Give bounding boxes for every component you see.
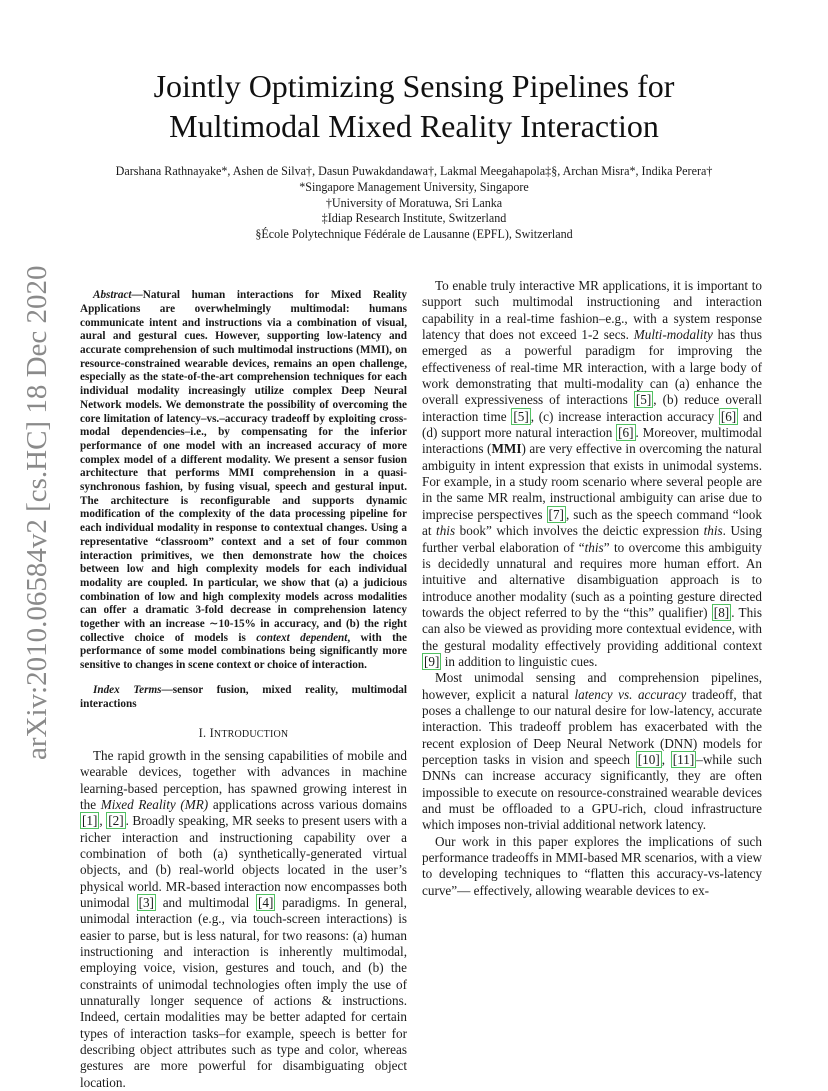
abstract (80, 289, 407, 673)
p2-text-g: ) are very effective in overcoming the natural ambiguity in intent expression that exists in unimodal systems. For example, in a study room scenario where several people are in the same MR realm, instructional ambiguity can arise due to imprecise perspectives (422, 441, 762, 522)
abstract-label: Abstract (93, 289, 132, 302)
citation-link-4[interactable]: [4] (258, 894, 274, 910)
title-line-1: Jointly Optimizing Sensing Pipelines for (153, 68, 675, 104)
p3-emphasis: latency vs. accuracy (574, 686, 687, 702)
title-line-2: Multimodal Mixed Reality Interaction (169, 108, 659, 144)
affiliation-2: †University of Moratuwa, Sri Lanka (325, 195, 503, 210)
intro-paragraph-3: Most unimodal sensing and comprehension pipelines, however, explicit a natural latency vs. accuracy tradeoff, that poses a challenge to our natural desire for low-latency, accurate interaction. This tradeoff problem has exacerbated with the recent explosion of Deep Neural Network (DNN) models for perception tasks in vision and speech [10] , [11] –while such DNNs can increase accuracy significantly, they are often impossible to execute on resource-constrained wearable devices and must be offloaded to a GPU-rich, cloud infrastructure which imposes non-trivial additional network latency. (422, 670, 762, 833)
p2-text-h: , such as the speech command “look at (422, 506, 762, 539)
p2-text-c: , (b) reduce overall interaction time (422, 392, 762, 424)
p2-bold-mmi: MMI (491, 441, 522, 457)
arxiv-identifier (12, 265, 56, 762)
index-terms (80, 684, 407, 711)
affiliation-3: ‡Idiap Research Institute, Switzerland (321, 211, 507, 226)
paper-title (60, 66, 768, 146)
section-title-rest: NTRODUCTION (213, 729, 289, 741)
intro-p1-text-c: . Broadly speaking, MR seeks to present users with a richer interaction and instructioning capability over a combination of both (a) synthetically-generated virtual objects, and (b) real-world objects located in the user’s physical world. MR-based interaction now encompasses both unimodal (80, 813, 407, 910)
author-block (60, 164, 768, 243)
p2-emphasis-4: this (584, 539, 604, 555)
intro-p1-text-a: The rapid growth in the sensing capabilities of mobile and wearable devices, together with advances in machine learning-based perception, has spawned growing interest in the (80, 747, 407, 812)
citation-link-5b[interactable]: [5] (513, 408, 529, 424)
p2-text-f: . Moreover, multimodal interactions ( (422, 425, 762, 457)
abstract-emphasis: context dependent (256, 631, 348, 644)
p3-text-b: tradeoff, that poses a challenge to our natural desire for low-latency, accurate interaction. This tradeoff problem has exacerbated with the recent explosion of Deep Neural Network (DNN) models for perception tasks in vision and speech (422, 686, 762, 767)
p3-text-c: –while such DNNs can increase accuracy significantly, they are often impossible to execute on resource-constrained wearable devices and must be offloaded to a GPU-rich, cloud infrastructure which imposes non-trivial additional network latency. (422, 751, 762, 833)
p2-text-i: book” which involves the deictic expression (455, 523, 704, 539)
p4-text: Our work in this paper explores the implications of such performance tradeoffs in MMI-based MR scenarios, with a view to developing techniques to “flatten this accuracy-vs-latency curve”— effectively, allowing wearable devices to ex- (422, 833, 762, 898)
intro-p1-text-b: applications across various domains (208, 796, 407, 812)
citation-link-1[interactable]: [1] (82, 813, 98, 829)
intro-p1-emphasis: Mixed Reality (MR) (100, 796, 209, 812)
section-heading-introduction (80, 725, 407, 743)
affiliation-1: *Singapore Management University, Singapore (299, 179, 529, 194)
author-list: Darshana Rathnayake*, Ashen de Silva†, Dasun Puwakdandawa†, Lakmal Meegahapola‡§, Archan Misra*, Indika Perera† (115, 164, 713, 178)
index-terms-text: —sensor fusion, mixed reality, multimodal interactions (80, 684, 407, 710)
citation-link-8[interactable]: [8] (713, 604, 730, 620)
intro-p1-text-d: and multimodal (155, 894, 257, 910)
intro-paragraph-1: The rapid growth in the sensing capabilities of mobile and wearable devices, together with advances in machine learning-based perception, has spawned growing interest in the Mixed Reality (MR) applications across various domains [1] , [2] . Broadly speaking, MR seeks to present users with a richer interaction and instructioning capability over a combination of both (a) synthetically-generated virtual objects, and (b) real-world objects located in the user’s physical world. MR-based interaction now encompasses both unimodal [3] and multimodal [4] paradigms. In general, unimodal interaction (e.g., via touch-screen interactions) is easier to parse, but is less natural, for two reasons: (a) human instructioning and interaction is inherently multimodal, employing voice, vision, gestures and touch, and (b) the constraints of unimodal technologies often imply the use of unnaturally longer sequence of actions & instructions. Indeed, certain modalities may be better adapted for certain types of interaction tasks–for example, speech is better for describing object attributes such as type and color, whereas gestures are more powerful for disambiguating object location. (80, 747, 407, 1090)
p2-text-m: in addition to linguistic cues. (441, 653, 598, 669)
citation-link-10[interactable]: [10] (637, 751, 660, 767)
citation-link-6[interactable]: [6] (720, 408, 737, 424)
citation-link-2[interactable]: [2] (108, 813, 124, 829)
citation-link-5[interactable]: [5] (635, 392, 652, 408)
intro-p1-text-e: paradigms. In general, unimodal interaction (e.g., via touch-screen interactions) is easier to parse, but is less natural, for two reasons: (a) human instructioning and interaction is inherently multimodal, employing voice, vision, gestures and touch, and (b) the constraints of unimodal technologies often imply the use of unnaturally longer sequence of actions & instructions. Indeed, certain modalities may be better adapted for certain types of interaction tasks–for example, speech is better for describing object attributes such as type and color, whereas gestures are more powerful for disambiguating object location. (80, 894, 407, 1090)
affiliation-4: §École Polytechnique Fédérale de Lausanne (EPFL), Switzerland (255, 227, 573, 242)
p2-text-a: To enable truly interactive MR applications, it is important to support such multimodal instructioning and interaction capability in a real-time fashion–e.g., with a system response latency that does not exceed 1-2 secs. (422, 278, 762, 343)
p2-text-e: and (d) support more natural interaction (422, 408, 762, 441)
p2-text-j: . Using further verbal elaboration of “ (422, 523, 762, 555)
index-terms-label: Index Terms (93, 684, 162, 697)
p3-text-a: Most unimodal sensing and comprehension pipelines, however, explicit a natural (422, 670, 762, 702)
p2-emphasis: Multi-modality (633, 327, 713, 343)
p2-text-d: , (c) increase interaction accuracy (530, 408, 719, 424)
abstract-text: —Natural human interactions for Mixed Reality Applications are overwhelmingly multimodal: humans communicate intent and instructions via a combination of visual, aural and gestural cues. However, supporting low-latency and accurate comprehension of such multimodal instructions (MMI), on resource-constrained wearable devices, remains an open challenge, especially as the state-of-the-art comprehension techniques for each individual modality increasingly utilize complex Deep Neural Network models. We demonstrate the possibility of overcoming the core limitation of latency–vs.–accuracy tradeoff by exploiting cross-modal dependencies–i.e., by compensating for the inferior performance of one model with an increased accuracy of more complex model of a different modality. We present a sensor fusion architecture that performs MMI comprehension in a quasi-synchronous fashion, by fusing visual, speech and gestural input. The architecture is reconfigurable and supports dynamic modification of the complexity of the data processing pipeline for each individual modality in response to contextual changes. Using a representative “classroom” context and a set of four common interaction primitives, we then demonstrate how the choices between low and high complexity models for each individual modality are coupled. In particular, we show that (a) a judicious combination of low and high complexity models across modalities can offer a dramatic 3-fold decrease in comprehension latency together with an increase ∼10-15% in accuracy, and (b) the right collective choice of models is (80, 289, 407, 644)
abstract-tail: , with the performance of some model combinations being significantly more sensitive to changes in scene context or choice of interaction. (80, 631, 407, 672)
intro-paragraph-2 (422, 278, 762, 670)
p2-text-l: . This can also be viewed as providing more contextual evidence, with the gestural modality effectively providing additional context (422, 604, 762, 653)
section-title-initial: I (209, 726, 214, 741)
intro-paragraph-4 (422, 834, 762, 899)
section-numeral: I. (198, 726, 210, 741)
right-column (422, 278, 762, 899)
citation-link-9[interactable]: [9] (424, 653, 440, 669)
p2-emphasis-2: this (436, 523, 456, 539)
p2-emphasis-3: this (703, 523, 723, 539)
p2-text-k: ” to overcome this ambiguity is decidedly unnatural and requires more human effort. An intuitive and alternative disambiguation approach is to introduce another modality (such as a pointing gesture directed towards the object referred to by the “this” qualifier) (422, 539, 762, 620)
citation-link-11[interactable]: [11] (672, 751, 695, 767)
citation-link-3[interactable]: [3] (138, 894, 154, 910)
citation-link-7[interactable]: [7] (548, 506, 564, 522)
p2-text-b: has thus emerged as a powerful paradigm for improving the effectiveness of real-time MR interaction, with a large body of work demonstrating that multi-modality can (a) enhance the overall expressiveness of interactions (422, 327, 763, 408)
citation-link-6b[interactable]: [6] (618, 425, 634, 441)
left-column (80, 278, 407, 1091)
arxiv-identifier-text: arXiv:2010.06584v2 [cs.HC] 18 Dec 2020 (21, 265, 53, 760)
